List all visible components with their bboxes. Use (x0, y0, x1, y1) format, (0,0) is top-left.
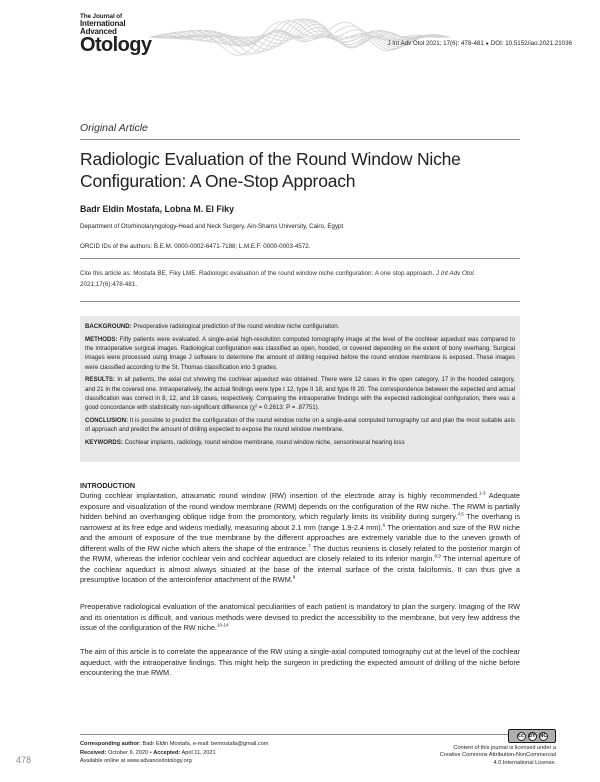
abstract-text: category, and 21 in the covered one. Intraoperatively, the actual findings were type I 12, type II 18, and type III 20. The correspondence between (85, 376, 515, 393)
abstract-results (85, 375, 515, 412)
nc-icon: NC (539, 733, 547, 739)
journal-logo (80, 14, 150, 55)
cite-journal: J Int Adv Otol. (435, 270, 476, 277)
section-heading: INTRODUCTION (80, 481, 136, 490)
body-paragraph (80, 602, 520, 634)
corresponding-label: Corresponding author: (80, 741, 141, 747)
abstract-background-label: BACKGROUND: (85, 323, 132, 330)
cite-text: Cite this article as: Mostafa BE, Fiky LME. Radiologic evaluation of the round window niche configuration: A one stop approach. (80, 270, 435, 277)
abstract-text: radiological configuration, there was a good concordance with statistically non-significant difference (χ² = 0.2613; P = .87751). (85, 394, 515, 412)
divider (80, 734, 520, 735)
body-text: During cochlear implantation, atraumatic round window (RW) insertion of the electrode array is highly recommended. (80, 491, 479, 500)
body-text: The aim of this article is to correlate the appearance of the RW using a single-axial computed tomography cut at the level of the (80, 647, 491, 656)
article-type: Original Article (80, 122, 148, 134)
body-text: falciformis. It can thus give a presumptive location of the anteroinferior attachment of the RWM. (80, 564, 520, 585)
accepted-label: Accepted: (153, 749, 181, 756)
cite-as (80, 269, 520, 290)
abstract-keywords (85, 438, 515, 447)
body-text: cochlear aqueduct, with the intraoperative findings. This might help the surgeon in predicting the expected amount of drilling of (80, 647, 521, 667)
abstract-methods-label: METHODS: (85, 335, 118, 343)
orcid-ids: ORCID IDs of the authors: B.E.M. 0000-0002-6471-7188; L.M.E.F. 0000-0003-4572. (80, 243, 311, 250)
license-line: Content of this journal is licensed under a (453, 745, 556, 751)
logo-line-2: International (80, 19, 126, 29)
license-line: Creative Commons Attribution-NonCommercial (439, 752, 556, 759)
accepted-date: April 11, 2021 (181, 749, 216, 756)
abstract-text: In all patients, the axial cut showing the cochlear aqueduct was obtained. There were 12 cases in the open category, 17 in the hooded (117, 376, 489, 384)
body-text: The orientation and (385, 522, 451, 532)
body-text: size of the RW niche and the amount of exposure of the true membrane by the different approaches are extremely variable due to (80, 522, 520, 543)
abstract-background (85, 322, 515, 331)
logo-line-3: Advanced (80, 27, 117, 37)
body-text: to the posterior margin of the RWM, whereas the inferior cochlear vein and cochlear aqueduct are closely related to its inferior (80, 543, 520, 564)
body-text: the RW and its orientation is difficult, and various methods were devised to predict the accessibility to the membrane, but very few (80, 602, 520, 622)
divider (80, 301, 520, 302)
abstract-text: membrane is exposed. These images were classified according to the St. Thomas classification into 3 grades. (85, 354, 515, 371)
abstract-box (80, 316, 520, 462)
body-text: Adequate (485, 491, 520, 500)
body-text: the uneven growth of different walls of the RW niche which alters the shape of the entrance. (80, 533, 520, 553)
reference-superscript: 1-3 (478, 490, 486, 496)
body-text: address the issue of the configuration of the RW niche. (80, 612, 520, 633)
by-icon: BY (528, 733, 536, 739)
license-text (440, 745, 556, 767)
online-availability: Available online at www.advancedotology.org (80, 758, 192, 764)
abstract-text: of bony overhang. Surgical images were processed using Image J software to determine the amount of drilling required before the round window (85, 344, 515, 362)
abstract-text: the expected and actual classification was correct in 8, 12, and 18 cases, respectively. Comparing the intraoperative findings with the expected (85, 385, 515, 402)
abstract-keywords-label: KEYWORDS: (85, 438, 123, 446)
reference-superscript: 4,5 (457, 511, 464, 517)
abstract-results-label: RESULTS: (85, 376, 116, 384)
dates: Received: October 9, 2020 • Accepted: April 11, 2021 (80, 749, 216, 756)
footer-info (80, 740, 268, 766)
license-line: 4.0 International License. (493, 759, 556, 766)
body-text: the niche before encountering the true RWM. (80, 657, 520, 678)
body-paragraph (80, 647, 520, 679)
reference-superscript: 6 (382, 522, 386, 528)
abstract-text: most suitable axis of approach and predict the amount of drilling expected to expose the round window membrane. (85, 416, 515, 434)
page-number: 478 (16, 755, 32, 765)
abstract-conclusion-label: CONCLUSION: (85, 416, 128, 424)
body-text: margin. (407, 554, 435, 564)
cite-line-1 (80, 269, 520, 280)
reference-superscript: 8,9 (434, 553, 441, 559)
body-text: The ductus reuniens is closely related (310, 543, 436, 553)
authors: Badr Eldin Mostafa, Lobna M. El Fiky (80, 204, 234, 214)
affiliation: Department of Otorhinolaryngology-Head and Neck Surgery, Ain-Shams University, Cairo, Egypt (80, 223, 344, 230)
abstract-text: Fifty patients were evaluated. A single-axial high-resolution computed tomography image at the level of the cochlear aqueduct was (119, 335, 479, 343)
body-text: exposure and visualization of the round window membrane (RWM) depends on the configuration of the RW niche. The RWM is (80, 501, 493, 511)
logo-line-1: The Journal of (80, 13, 122, 20)
body-text: Preoperative radiological evaluation of the anatomical peculiarities of each patient is mandatory to plan the surgery. Imaging of (80, 602, 494, 611)
abstract-background-text: Preoperative radiological prediction of the round window niche configuration. (133, 323, 340, 330)
body-text: The overhang is narrowest at its free edge and widens medially, measuring about 2.1 mm (range 1.9-2.4 mm). (80, 512, 520, 532)
received-label: Received: (80, 749, 107, 756)
received-date: October 9, 2020 (108, 749, 149, 756)
title-line-1: Radiologic Evaluation of the Round Window Niche (80, 149, 461, 169)
corresponding-author (80, 740, 268, 749)
body-text: The internal aperture of the cochlear aqueduct is almost always situated at the base of the internal surface of the crista (80, 554, 521, 574)
logo-line-4: Otology (80, 34, 152, 57)
reference-superscript: 7 (308, 543, 311, 549)
abstract-text: It is possible to predict the configuration of the round window niche on a single-axial computed tomography cut and plan the (129, 416, 465, 424)
abstract-text: compared to the intraoperative surgical images. Radiological configuration was classified as open, hooded, or covered depending on the extent (85, 335, 516, 352)
waveform-graphic (150, 8, 450, 66)
abstract-keywords-text: Cochlear implants, radiology, round window membrane, round window niche, sensorineural hearing loss (124, 438, 405, 446)
bullet-icon: ● (485, 41, 489, 47)
corresponding-text: Badr Eldin Mostafa, e-mail: bemostafa@gmail.com (142, 741, 269, 747)
cc-icon: cc (518, 733, 524, 739)
title-line-2: Configuration: A One-Stop Approach (80, 171, 356, 191)
cite-line-2: 2021;17(6):478-481. (80, 280, 138, 288)
header-doi: DOI: 10.5152/iao.2021.21036 (490, 40, 572, 47)
header-citation (387, 40, 572, 47)
body-text: partially hidden behind an overhanging oblique ridge from the promontory, which regularly limits its visibility during surgery. (80, 501, 520, 522)
divider (80, 139, 520, 140)
cc-license-badge[interactable] (508, 729, 556, 743)
article-title (80, 148, 520, 192)
abstract-conclusion (85, 416, 515, 435)
divider (80, 258, 520, 259)
reference-superscript: 9 (292, 574, 296, 580)
reference-superscript: 10-14 (216, 622, 229, 628)
header-citation-text: J Int Adv Otol 2021; 17(6): 478-481 (387, 40, 484, 47)
abstract-methods (85, 335, 515, 372)
body-paragraph (80, 491, 520, 586)
